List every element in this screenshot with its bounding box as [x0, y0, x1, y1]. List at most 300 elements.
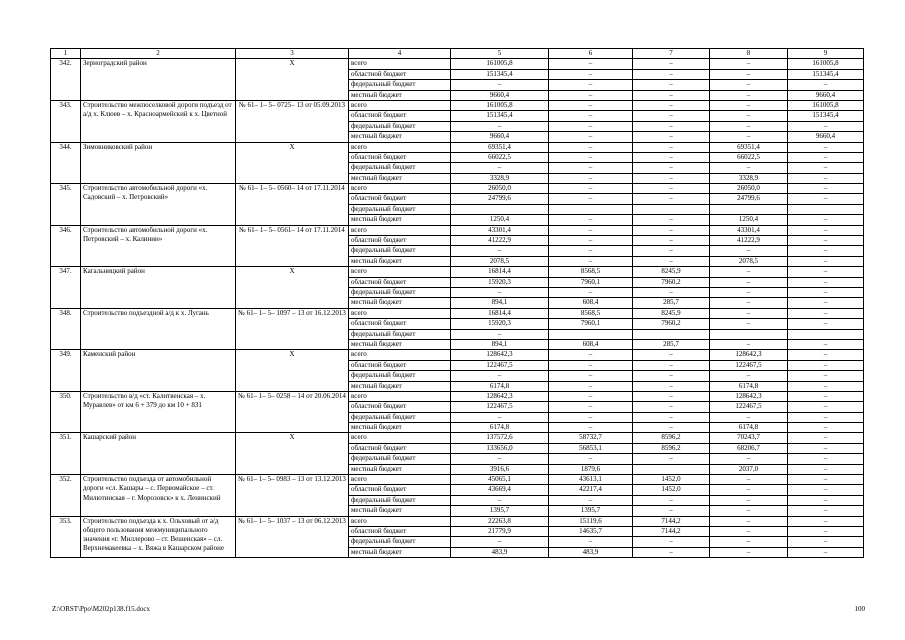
- entry-name: Кашарский район: [81, 433, 236, 475]
- value-cell: –: [788, 464, 864, 474]
- value-cell: –: [788, 173, 864, 183]
- value-cell: –: [788, 246, 864, 256]
- value-cell: –: [788, 225, 864, 235]
- value-cell: –: [549, 100, 633, 110]
- value-cell: –: [710, 412, 788, 422]
- value-cell: 9660,4: [451, 90, 549, 100]
- value-cell: 1250,4: [710, 215, 788, 225]
- entry-name: Кагальницкий район: [81, 267, 236, 309]
- value-cell: 69351,4: [451, 142, 549, 152]
- value-cell: –: [633, 506, 710, 516]
- entry-number: 346.: [51, 225, 81, 267]
- value-cell: [633, 329, 710, 339]
- value-cell: –: [633, 215, 710, 225]
- value-cell: 26050,0: [710, 184, 788, 194]
- entry-number: 347.: [51, 267, 81, 309]
- value-cell: 7960,2: [633, 277, 710, 287]
- value-cell: 128642,3: [710, 391, 788, 401]
- budget-type-cell: федеральный бюджет: [349, 163, 451, 173]
- entry-name: Строительство в/д «ст. Калитвенская – х. Муравлев» от км 6 + 379 до км 10 + 831: [81, 391, 236, 433]
- value-cell: 7960,2: [633, 319, 710, 329]
- table-row: [51, 391, 864, 401]
- value-cell: 8596,2: [633, 443, 710, 453]
- value-cell: –: [710, 516, 788, 526]
- budget-type-cell: областной бюджет: [349, 526, 451, 536]
- value-cell: –: [788, 495, 864, 505]
- entry-document-code: Х: [236, 267, 349, 309]
- page-number: 100: [854, 605, 865, 613]
- value-cell: –: [549, 423, 633, 433]
- value-cell: 9660,4: [788, 132, 864, 142]
- entry-document-code: № 61– 1– 5– 0725– 13 от 05.09.2013: [236, 100, 349, 142]
- value-cell: –: [633, 152, 710, 162]
- table-row: [51, 59, 864, 69]
- budget-type-cell: местный бюджет: [349, 547, 451, 557]
- value-cell: 1452,0: [633, 485, 710, 495]
- budget-type-cell: областной бюджет: [349, 402, 451, 412]
- value-cell: –: [710, 163, 788, 173]
- budget-type-cell: всего: [349, 308, 451, 318]
- table-row: [51, 100, 864, 110]
- table-row: [51, 225, 864, 235]
- value-cell: –: [633, 225, 710, 235]
- value-cell: –: [549, 371, 633, 381]
- budget-type-cell: местный бюджет: [349, 339, 451, 349]
- value-cell: –: [549, 163, 633, 173]
- value-cell: 128642,3: [451, 391, 549, 401]
- budget-type-cell: областной бюджет: [349, 236, 451, 246]
- budget-type-cell: всего: [349, 100, 451, 110]
- column-header-9: 9: [788, 49, 864, 59]
- value-cell: –: [549, 256, 633, 266]
- value-cell: 8596,2: [633, 433, 710, 443]
- value-cell: –: [549, 381, 633, 391]
- entry-name: Зимовниковский район: [81, 142, 236, 184]
- value-cell: –: [549, 152, 633, 162]
- value-cell: –: [710, 537, 788, 547]
- value-cell: [633, 464, 710, 474]
- value-cell: –: [710, 475, 788, 485]
- value-cell: 43301,4: [710, 225, 788, 235]
- value-cell: –: [451, 412, 549, 422]
- value-cell: 43613,1: [549, 475, 633, 485]
- value-cell: –: [633, 90, 710, 100]
- value-cell: 608,4: [549, 339, 633, 349]
- value-cell: –: [633, 371, 710, 381]
- value-cell: –: [549, 412, 633, 422]
- budget-type-cell: всего: [349, 516, 451, 526]
- entry-document-code: Х: [236, 433, 349, 475]
- value-cell: [549, 204, 633, 214]
- value-cell: –: [788, 381, 864, 391]
- value-cell: 6174,8: [451, 381, 549, 391]
- budget-type-cell: местный бюджет: [349, 298, 451, 308]
- value-cell: –: [788, 80, 864, 90]
- value-cell: [633, 204, 710, 214]
- table-row: [51, 184, 864, 194]
- budget-type-cell: местный бюджет: [349, 215, 451, 225]
- budget-type-cell: местный бюджет: [349, 423, 451, 433]
- entry-document-code: Х: [236, 59, 349, 101]
- value-cell: 7960,1: [549, 277, 633, 287]
- budget-type-cell: местный бюджет: [349, 256, 451, 266]
- value-cell: –: [633, 360, 710, 370]
- value-cell: –: [549, 537, 633, 547]
- value-cell: –: [549, 402, 633, 412]
- value-cell: 151345,4: [451, 69, 549, 79]
- value-cell: 3916,6: [451, 464, 549, 474]
- value-cell: 161005,8: [788, 100, 864, 110]
- column-header-1: 1: [51, 49, 81, 59]
- value-cell: –: [633, 111, 710, 121]
- entry-document-code: № 61– 1– 5– 1037 – 13 от 06.12.2013: [236, 516, 349, 558]
- value-cell: 6174,8: [710, 381, 788, 391]
- value-cell: –: [549, 59, 633, 69]
- value-cell: –: [710, 339, 788, 349]
- value-cell: [710, 329, 788, 339]
- value-cell: –: [549, 132, 633, 142]
- value-cell: –: [549, 495, 633, 505]
- value-cell: –: [710, 246, 788, 256]
- entry-name: Строительство автомобильной дороги «х. Петровский – х. Калинин»: [81, 225, 236, 267]
- value-cell: –: [633, 163, 710, 173]
- value-cell: –: [710, 371, 788, 381]
- entry-number: 353.: [51, 516, 81, 558]
- value-cell: 21779,9: [451, 526, 549, 536]
- entry-number: 351.: [51, 433, 81, 475]
- entry-number: 344.: [51, 142, 81, 184]
- value-cell: 122467,5: [710, 402, 788, 412]
- value-cell: –: [710, 80, 788, 90]
- value-cell: –: [788, 391, 864, 401]
- value-cell: 6174,8: [710, 423, 788, 433]
- value-cell: –: [633, 391, 710, 401]
- value-cell: 894,1: [451, 298, 549, 308]
- value-cell: 2078,5: [451, 256, 549, 266]
- value-cell: –: [633, 194, 710, 204]
- value-cell: –: [451, 371, 549, 381]
- entry-number: 350.: [51, 391, 81, 433]
- column-header-6: 6: [549, 49, 633, 59]
- value-cell: 3328,9: [710, 173, 788, 183]
- value-cell: –: [451, 329, 549, 339]
- budget-type-cell: федеральный бюджет: [349, 80, 451, 90]
- entry-number: 342.: [51, 59, 81, 101]
- value-cell: –: [710, 277, 788, 287]
- value-cell: 24799,6: [451, 194, 549, 204]
- value-cell: –: [451, 454, 549, 464]
- value-cell: –: [633, 59, 710, 69]
- value-cell: –: [549, 69, 633, 79]
- value-cell: 3328,9: [451, 173, 549, 183]
- entry-name: Каменский район: [81, 350, 236, 392]
- column-header-4: 4: [349, 49, 451, 59]
- value-cell: –: [633, 246, 710, 256]
- value-cell: 8245,9: [633, 267, 710, 277]
- value-cell: –: [633, 142, 710, 152]
- budget-type-cell: всего: [349, 59, 451, 69]
- value-cell: –: [710, 267, 788, 277]
- value-cell: 66022,5: [710, 152, 788, 162]
- value-cell: –: [633, 236, 710, 246]
- value-cell: –: [549, 236, 633, 246]
- value-cell: –: [633, 423, 710, 433]
- entry-name: Строительство подъездной а/д к х. Лугань: [81, 308, 236, 350]
- value-cell: –: [710, 69, 788, 79]
- value-cell: 1452,0: [633, 475, 710, 485]
- value-cell: –: [710, 111, 788, 121]
- value-cell: –: [549, 194, 633, 204]
- budget-type-cell: областной бюджет: [349, 277, 451, 287]
- budget-type-cell: федеральный бюджет: [349, 246, 451, 256]
- budget-type-cell: всего: [349, 267, 451, 277]
- entry-name: Строительство подъезда к х. Ольховый от а/д общего пользования межмуниципального значения «г. Миллерово – ст. Вешенская» – сл. Верхнемакеевка – х. Вяжа в Кашарском районе: [81, 516, 236, 558]
- value-cell: 151345,4: [788, 69, 864, 79]
- budget-table: [50, 48, 864, 558]
- value-cell: 122467,5: [710, 360, 788, 370]
- value-cell: –: [710, 100, 788, 110]
- budget-type-cell: областной бюджет: [349, 194, 451, 204]
- value-cell: –: [710, 495, 788, 505]
- budget-type-cell: всего: [349, 184, 451, 194]
- value-cell: –: [788, 454, 864, 464]
- entry-number: 349.: [51, 350, 81, 392]
- budget-type-cell: областной бюджет: [349, 319, 451, 329]
- value-cell: –: [710, 485, 788, 495]
- value-cell: –: [788, 475, 864, 485]
- budget-type-cell: федеральный бюджет: [349, 371, 451, 381]
- value-cell: 43301,4: [451, 225, 549, 235]
- value-cell: –: [549, 121, 633, 131]
- entry-document-code: Х: [236, 350, 349, 392]
- value-cell: 285,7: [633, 298, 710, 308]
- value-cell: –: [788, 277, 864, 287]
- value-cell: 56853,1: [549, 443, 633, 453]
- value-cell: –: [549, 184, 633, 194]
- value-cell: –: [710, 319, 788, 329]
- value-cell: –: [710, 547, 788, 557]
- value-cell: –: [451, 121, 549, 131]
- table-row: [51, 475, 864, 485]
- value-cell: 8568,5: [549, 308, 633, 318]
- budget-type-cell: местный бюджет: [349, 464, 451, 474]
- value-cell: –: [451, 537, 549, 547]
- column-header-5: 5: [451, 49, 549, 59]
- value-cell: –: [633, 256, 710, 266]
- value-cell: –: [788, 267, 864, 277]
- budget-type-cell: местный бюджет: [349, 90, 451, 100]
- budget-type-cell: федеральный бюджет: [349, 287, 451, 297]
- value-cell: 16814,4: [451, 267, 549, 277]
- entry-document-code: № 61– 1– 5– 0983 – 13 от 13.12.2013: [236, 475, 349, 517]
- entry-document-code: № 61– 1– 5– 0258 – 14 от 20.06.2014: [236, 391, 349, 433]
- value-cell: –: [549, 454, 633, 464]
- value-cell: –: [633, 412, 710, 422]
- value-cell: –: [788, 350, 864, 360]
- value-cell: 2037,0: [710, 464, 788, 474]
- budget-type-cell: федеральный бюджет: [349, 495, 451, 505]
- value-cell: –: [710, 506, 788, 516]
- budget-type-cell: местный бюджет: [349, 381, 451, 391]
- file-path: Z:\ORST\Ppo\M202p138.f15.docx: [52, 605, 151, 613]
- value-cell: 8245,9: [633, 308, 710, 318]
- value-cell: 161005,8: [451, 100, 549, 110]
- value-cell: –: [633, 184, 710, 194]
- value-cell: –: [788, 433, 864, 443]
- value-cell: –: [710, 308, 788, 318]
- value-cell: –: [788, 298, 864, 308]
- budget-type-cell: областной бюджет: [349, 485, 451, 495]
- budget-type-cell: местный бюджет: [349, 173, 451, 183]
- value-cell: 285,7: [633, 339, 710, 349]
- value-cell: –: [549, 142, 633, 152]
- column-header-2: 2: [81, 49, 236, 59]
- budget-type-cell: федеральный бюджет: [349, 121, 451, 131]
- value-cell: –: [788, 236, 864, 246]
- value-cell: –: [549, 391, 633, 401]
- entry-name: Строительство подъезда от автомобильной дороги «сл. Кашары – с. Первомайское – ст. Милютинская – г. Морозовск» к х. Ленинский: [81, 475, 236, 517]
- column-header-7: 7: [633, 49, 710, 59]
- value-cell: –: [549, 111, 633, 121]
- value-cell: –: [710, 59, 788, 69]
- budget-type-cell: всего: [349, 225, 451, 235]
- budget-type-cell: всего: [349, 350, 451, 360]
- value-cell: 42217,4: [549, 485, 633, 495]
- value-cell: –: [710, 526, 788, 536]
- value-cell: –: [549, 80, 633, 90]
- value-cell: –: [788, 256, 864, 266]
- budget-type-cell: областной бюджет: [349, 69, 451, 79]
- value-cell: 483,9: [549, 547, 633, 557]
- value-cell: 122467,5: [451, 360, 549, 370]
- value-cell: –: [451, 495, 549, 505]
- value-cell: –: [633, 547, 710, 557]
- budget-type-cell: всего: [349, 475, 451, 485]
- value-cell: –: [710, 287, 788, 297]
- value-cell: –: [549, 90, 633, 100]
- value-cell: –: [451, 163, 549, 173]
- table-row: [51, 142, 864, 152]
- value-cell: –: [633, 454, 710, 464]
- budget-type-cell: федеральный бюджет: [349, 204, 451, 214]
- value-cell: –: [788, 506, 864, 516]
- value-cell: 15920,3: [451, 277, 549, 287]
- value-cell: 1879,6: [549, 464, 633, 474]
- value-cell: 15920,3: [451, 319, 549, 329]
- entry-number: 348.: [51, 308, 81, 350]
- value-cell: [451, 204, 549, 214]
- value-cell: –: [633, 350, 710, 360]
- value-cell: –: [788, 184, 864, 194]
- value-cell: 45065,1: [451, 475, 549, 485]
- value-cell: [549, 329, 633, 339]
- entry-name: Строительство автомобильной дороги «х. Садовский – х. Петровский»: [81, 184, 236, 226]
- value-cell: 1395,7: [451, 506, 549, 516]
- value-cell: 151345,4: [451, 111, 549, 121]
- table-row: [51, 433, 864, 443]
- value-cell: 58732,7: [549, 433, 633, 443]
- column-header-3: 3: [236, 49, 349, 59]
- value-cell: –: [788, 287, 864, 297]
- value-cell: –: [549, 287, 633, 297]
- table-row: [51, 350, 864, 360]
- value-cell: [710, 204, 788, 214]
- value-cell: –: [549, 173, 633, 183]
- value-cell: 137572,6: [451, 433, 549, 443]
- value-cell: –: [633, 132, 710, 142]
- value-cell: –: [633, 381, 710, 391]
- value-cell: 608,4: [549, 298, 633, 308]
- value-cell: 70243,7: [710, 433, 788, 443]
- value-cell: –: [788, 163, 864, 173]
- value-cell: 26050,0: [451, 184, 549, 194]
- value-cell: 128642,3: [451, 350, 549, 360]
- value-cell: –: [633, 495, 710, 505]
- value-cell: –: [451, 246, 549, 256]
- value-cell: –: [710, 90, 788, 100]
- value-cell: –: [788, 443, 864, 453]
- value-cell: –: [788, 308, 864, 318]
- value-cell: 22263,8: [451, 516, 549, 526]
- value-cell: 483,9: [451, 547, 549, 557]
- value-cell: –: [788, 339, 864, 349]
- value-cell: –: [451, 287, 549, 297]
- entry-name: Строительство межпоселковой дороги подъезд от а/д х. Клюев – х. Красноармейский к х. Цветной: [81, 100, 236, 142]
- table-body: [51, 59, 864, 558]
- value-cell: [788, 204, 864, 214]
- value-cell: –: [710, 298, 788, 308]
- budget-type-cell: федеральный бюджет: [349, 537, 451, 547]
- value-cell: –: [788, 360, 864, 370]
- entry-name: Зерноградский район: [81, 59, 236, 101]
- value-cell: 15119,6: [549, 516, 633, 526]
- entry-document-code: № 61– 1– 5– 0561– 14 от 17.11.2014: [236, 225, 349, 267]
- value-cell: –: [788, 194, 864, 204]
- value-cell: 14635,7: [549, 526, 633, 536]
- value-cell: –: [633, 69, 710, 79]
- column-header-8: 8: [710, 49, 788, 59]
- column-number-header-row: [51, 49, 864, 59]
- budget-type-cell: областной бюджет: [349, 152, 451, 162]
- budget-type-cell: федеральный бюджет: [349, 454, 451, 464]
- value-cell: –: [788, 485, 864, 495]
- value-cell: 161005,8: [451, 59, 549, 69]
- budget-type-cell: местный бюджет: [349, 132, 451, 142]
- value-cell: –: [788, 152, 864, 162]
- value-cell: –: [788, 412, 864, 422]
- value-cell: 894,1: [451, 339, 549, 349]
- value-cell: 1395,7: [549, 506, 633, 516]
- entry-number: 343.: [51, 100, 81, 142]
- entry-number: 352.: [51, 475, 81, 517]
- value-cell: –: [633, 173, 710, 183]
- value-cell: 41222,9: [451, 236, 549, 246]
- value-cell: –: [788, 121, 864, 131]
- value-cell: 9660,4: [788, 90, 864, 100]
- value-cell: –: [549, 215, 633, 225]
- value-cell: 7144,2: [633, 516, 710, 526]
- entry-document-code: № 61– 1– 5– 0560– 14 от 17.11.2014: [236, 184, 349, 226]
- value-cell: 24799,6: [710, 194, 788, 204]
- value-cell: 68206,7: [710, 443, 788, 453]
- value-cell: –: [788, 547, 864, 557]
- value-cell: 128642,3: [710, 350, 788, 360]
- budget-type-cell: областной бюджет: [349, 111, 451, 121]
- value-cell: 122467,5: [451, 402, 549, 412]
- value-cell: –: [788, 537, 864, 547]
- table-row: [51, 516, 864, 526]
- value-cell: –: [788, 142, 864, 152]
